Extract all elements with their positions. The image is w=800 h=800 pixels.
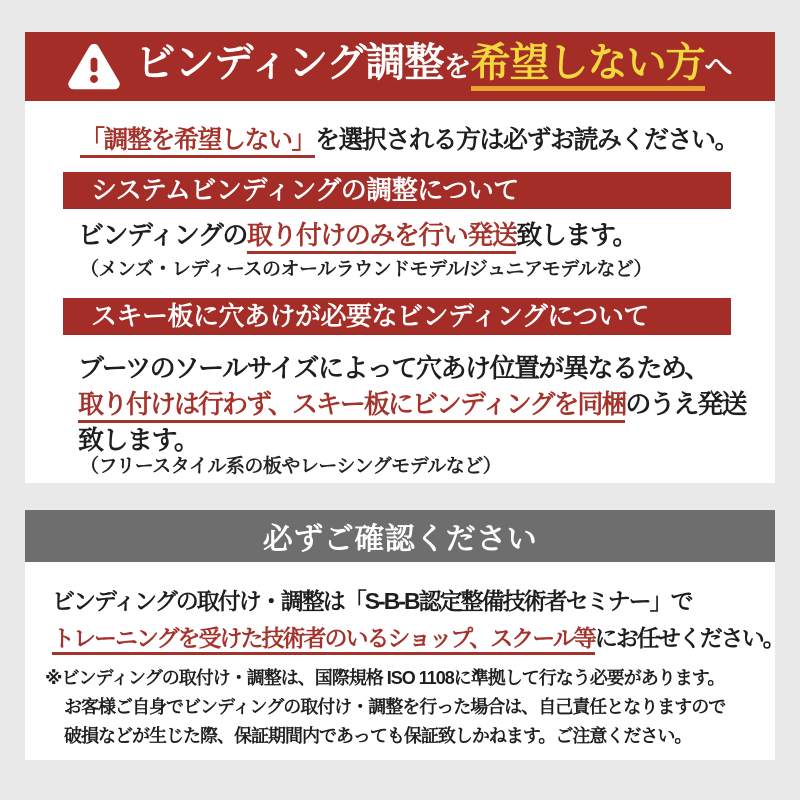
line-highlight: 取り付けのみを行い発送	[247, 220, 517, 254]
intro-line	[80, 120, 738, 156]
drilling-line3: 致します。	[78, 425, 199, 455]
line2-post: のうえ発送	[625, 389, 746, 419]
confirm-line2	[52, 620, 784, 653]
line-post: 致します。	[516, 220, 637, 250]
disclaimer-note-2: お客様ご自身でビンディングの取付け・調整を行った場合は、自己責任となりますので	[64, 697, 726, 717]
confirm-card	[25, 562, 784, 760]
system-binding-note: （メンズ・レディースのオールラウンドモデル/ジュニアモデルなど）	[80, 259, 652, 280]
warning-triangle-icon	[68, 43, 120, 91]
header-title-suffix: へ	[704, 50, 732, 82]
system-binding-line	[78, 215, 637, 252]
confirm-heading: 必ずご確認ください	[25, 510, 775, 562]
line2-highlight: 取り付けは行わず、スキー板にビンディングを同梱	[78, 389, 625, 423]
line-pre: ビンディングの	[78, 220, 247, 250]
header-banner	[25, 32, 775, 101]
header-title-particle: を	[443, 50, 471, 82]
drilling-line2	[78, 384, 745, 421]
header-title-main: ビンディング調整	[135, 40, 444, 85]
intro-highlight: 「調整を希望しない」	[80, 126, 315, 158]
confirm-line2-post: にお任せください。	[594, 625, 784, 651]
intro-rest: を選択される方は必ずお読みください。	[315, 126, 739, 154]
confirm-line1: ビンディングの取付け・調整は「S-B-B認定整備技術者セミナー」で	[52, 588, 692, 614]
disclaimer-notes	[45, 664, 725, 751]
adjustment-info-card	[25, 101, 775, 483]
disclaimer-note-3: 破損などが生じた際、保証期間内であっても保証致しかねます。ご注意ください。	[64, 726, 692, 746]
drilling-heading: スキー板に穴あけが必要なビンディングについて	[63, 298, 731, 335]
drilling-note: （フリースタイル系の板やレーシングモデルなど）	[80, 456, 502, 477]
header-title-highlight: 希望しない方	[471, 43, 705, 91]
confirm-line2-highlight: トレーニングを受けた技術者のいるショップ、スクール等	[52, 625, 595, 655]
drilling-line1: ブーツのソールサイズによって穴あけ位置が異なるため、	[78, 353, 710, 383]
header-title	[135, 40, 732, 91]
system-binding-heading: システムビンディングの調整について	[63, 172, 731, 209]
disclaimer-note-1: ※ビンディングの取付け・調整は、国際規格 ISO 1108に準拠して行なう必要があります。	[45, 668, 725, 688]
